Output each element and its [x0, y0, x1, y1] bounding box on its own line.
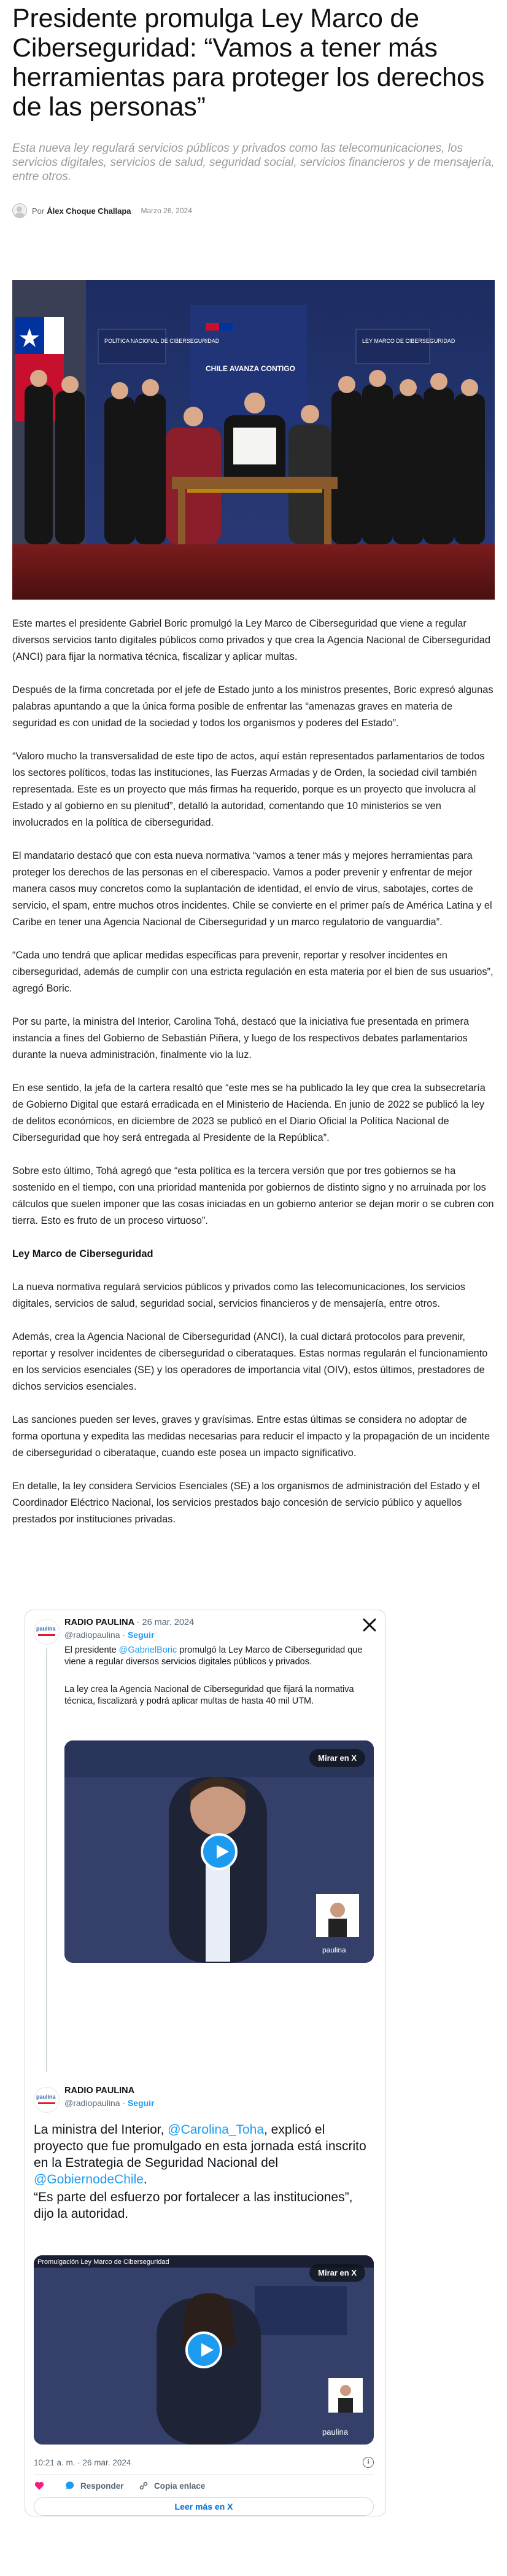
speech-bubble-icon [64, 2480, 75, 2491]
author-link[interactable]: Álex Choque Challapa [47, 206, 131, 216]
embedded-tweet[interactable] [25, 1610, 386, 2516]
separator-dot: · [122, 1630, 126, 1640]
mention-link[interactable]: @Carolina_Toha [168, 2123, 265, 2137]
article-paragraph: En detalle, la ley considera Servicios Esenciales (SE) a los organismos de administración del Estado y el Coordinador Eléctrico Nacional, los servicios prestados bajo concesión de servicio público y aquellos prestados por instituciones privadas. [12, 1481, 480, 1525]
tweet-text-part: , explicó el proyecto que fue promulgado en esta jornada está inscrito en la Estrategia de Seguridad Nacional del [34, 2123, 366, 2170]
byline-prefix: Por [32, 206, 45, 216]
article-paragraph: Después de la firma concretada por el jefe de Estado junto a los ministros presentes, Boric expresó algunas palabras apuntando a que la única forma posible de enfrentar las “amenazas graves en materia de seguridad es con unidad de la sociedad y todos los organismos y poderes del Estado”. [12, 684, 493, 729]
copy-link-button[interactable] [138, 2480, 205, 2491]
divider [34, 2474, 374, 2475]
tweet-text [34, 2121, 374, 2188]
article-paragraph: Por su parte, la ministra del Interior, Carolina Tohá, destacó que la iniciativa fue presentada en primera instancia a fines del Gobierno de Sebastián Piñera, y luego de los respectivos debates parlamentarios durante la nueva administración, finalmente vio la luz. [12, 1016, 470, 1060]
article-paragraph: Sobre esto último, Tohá agregó que “esta política es la tercera versión que por tres gobiernos se ha sostenido en el tiempo, con una prioridad mantenida por gobiernos de distinto signo y no arruinada por los cálculos que suelen imponer que las cosas iniciadas en un gobierno anterior se dejan morir o se cubren con tierra. Esto es fruto de un proceso virtuoso”. [12, 1165, 494, 1226]
play-icon[interactable] [201, 1833, 238, 1870]
byline [12, 202, 192, 220]
video-brand: paulina [322, 1946, 346, 1954]
like-button[interactable] [34, 2480, 45, 2491]
watch-on-x-button[interactable]: Mirar en X [309, 1749, 365, 1767]
account-name[interactable]: RADIO PAULINA [64, 1618, 134, 1627]
account-name[interactable]: RADIO PAULINA [64, 2086, 135, 2096]
tweet-video[interactable] [64, 1740, 374, 1963]
account-handle[interactable]: @radiopaulina [64, 1630, 120, 1640]
link-icon [138, 2480, 149, 2491]
radio-paulina-logo-icon[interactable] [34, 1619, 60, 1645]
video-caption: Promulgación Ley Marco de Ciberseguridad [37, 2258, 169, 2266]
tweet-text-part: . [143, 2172, 147, 2186]
separator-dot: · [136, 1618, 140, 1627]
article-paragraph: “Cada uno tendrá que aplicar medidas específicas para prevenir, reportar y resolver incidentes en ciberseguridad, además de cumplir con una estricta regulación en esta materia por el bien de sus usuarios”, agregó Boric. [12, 950, 493, 994]
tweet-header [34, 1616, 377, 1647]
tweet-date[interactable]: 26 mar. 2024 [142, 1618, 195, 1627]
page-title: Presidente promulga Ley Marco de Ciberseguridad: “Vamos a tener más herramientas para proteger los derechos de las personas” [12, 4, 485, 122]
hero-banner-left: POLÍTICA NACIONAL DE CIBERSEGURIDAD [104, 338, 220, 344]
article-paragraph: En ese sentido, la jefa de la cartera resaltó que “este mes se ha publicado la ley que crea la subsecretaría de Gobierno Digital que estará erradicada en el Ministerio de Hacienda. En junio de 2022 se publicó la ley de delitos económicos, en diciembre de 2023 se publicó en el Diario Oficial la Política Nacional de Ciberseguridad que hoy será entregada al Presidente de la República”. [12, 1082, 486, 1143]
tweet-text-part: La ministra del Interior, [34, 2123, 168, 2137]
tweet-text [64, 1645, 365, 1668]
tweet-header [34, 2085, 377, 2115]
section-heading: Ley Marco de Ciberseguridad [12, 1248, 153, 1259]
radio-paulina-logo-icon[interactable] [34, 2087, 60, 2113]
follow-button[interactable]: Seguir [127, 1630, 155, 1640]
separator-dot: · [122, 2098, 126, 2108]
tweet-timestamp-row [34, 2458, 374, 2467]
tweet-timestamp[interactable]: 10:21 a. m. · 26 mar. 2024 [34, 2458, 131, 2467]
hero-banner-right: LEY MARCO DE CIBERSEGURIDAD [362, 338, 455, 344]
article-paragraph: Además, crea la Agencia Nacional de Ciberseguridad (ANCI), la cual dictará protocolos para prevenir, reportar y resolver incidentes de ciberseguridad o ciberataques. Estas normas regularán el funcionamiento en los servicios esenciales (SE) y los operadores de importancia vital (OIV), estos últimos, prestadores de dichos servicios esenciales. [12, 1331, 488, 1392]
logo-text: paulina [36, 1626, 56, 1632]
heart-icon [34, 2480, 45, 2491]
publish-date: Marzo 26, 2024 [141, 206, 192, 215]
reply-label: Responder [80, 2481, 124, 2491]
tweet-quote-text: “Es parte del esfuerzo por fortalecer a las instituciones”, dijo la autoridad. [34, 2190, 353, 2221]
video-brand: paulina [322, 2427, 348, 2437]
mention-link[interactable]: @GobiernodeChile [34, 2172, 144, 2186]
article-body [12, 616, 495, 1544]
tweet-text-part: El presidente [64, 1645, 119, 1655]
copy-link-label: Copia enlace [154, 2481, 206, 2491]
x-logo-icon[interactable] [362, 1618, 377, 1632]
tweet-video[interactable] [34, 2255, 374, 2445]
hero-image [12, 280, 495, 600]
follow-button[interactable]: Seguir [127, 2098, 155, 2108]
tweet-text-part: promulgó la Ley Marco de Ciberseguridad que viene a regular diversos servicios digitales públicos y privados. [64, 1645, 363, 1667]
thread-connector [46, 1648, 47, 2072]
article-paragraph: La nueva normativa regulará servicios públicos y privados como las telecomunicaciones, los servicios digitales, servicios de salud, seguridad social, servicios financieros y de mensajería, entre otros. [12, 1282, 465, 1309]
tweet-actions [34, 2479, 374, 2494]
read-more-on-x-button[interactable]: Leer más en X [34, 2497, 374, 2516]
info-icon[interactable]: i [363, 2457, 374, 2468]
reply-button[interactable] [64, 2480, 124, 2491]
article-paragraph: Este martes el presidente Gabriel Boric promulgó la Ley Marco de Ciberseguridad que viene a regular diversos servicios tanto digitales públicos como privados y que crea la Agencia Nacional de Ciberseguridad (ANCI) para fijar la normativa técnica, fiscalizar y aplicar multas. [12, 618, 490, 662]
watch-on-x-button[interactable]: Mirar en X [309, 2264, 365, 2282]
account-handle[interactable]: @radiopaulina [64, 2098, 120, 2108]
mention-link[interactable]: @GabrielBoric [118, 1645, 177, 1655]
logo-text: paulina [36, 2094, 56, 2100]
article-paragraph: El mandatario destacó que con esta nueva normativa “vamos a tener más y mejores herramientas para proteger los derechos de las personas en el ciberespacio. Vamos a poder prevenir y enfrentar de mejor manera casos muy concretos como la suplantación de identidad, el envío de virus, sabotajes, cortes de servicio, el spam, entre muchos otros incidentes. Chile se convierte en el primer país de América Latina y el Caribe en tener una Agencia Nacional de Ciberseguridad y un marco regulatorio de vanguardia”. [12, 850, 492, 928]
hero-banner-center: CHILE AVANZA CONTIGO [206, 364, 295, 373]
author-avatar-icon [12, 203, 27, 218]
tweet-text: La ley crea la Agencia Nacional de Ciberseguridad que fijará la normativa técnica, fiscalizará y podrá aplicar multas de hasta 40 mil UTM. [64, 1685, 354, 1706]
article-paragraph: “Valoro mucho la transversalidad de este tipo de actos, aquí están representados parlamentarios de todos los sectores políticos, todas las instituciones, las Fuerzas Armadas y de Orden, la sociedad civil también representada. Este es un proyecto que más firmas ha requerido, porque es un proyecto que involucra al Estado y al gobierno en su plenitud”, detalló la autoridad, comentando que 10 ministerios se ven involucrados en la política de ciberseguridad. [12, 751, 485, 828]
article-paragraph: Las sanciones pueden ser leves, graves y gravísimas. Entre estas últimas se considera no adoptar de forma oportuna y expedita las medidas necesarias para reducir el impacto y la propagación de un incidente de ciberseguridad o ciberataque, cuando este posea un impacto significativo. [12, 1414, 490, 1458]
article-summary: Esta nueva ley regulará servicios públicos y privados como las telecomunicaciones, los servicios digitales, servicios de salud, seguridad social, servicios financieros y de mensajería, entre otros. [12, 142, 495, 183]
play-icon[interactable] [185, 2331, 222, 2368]
